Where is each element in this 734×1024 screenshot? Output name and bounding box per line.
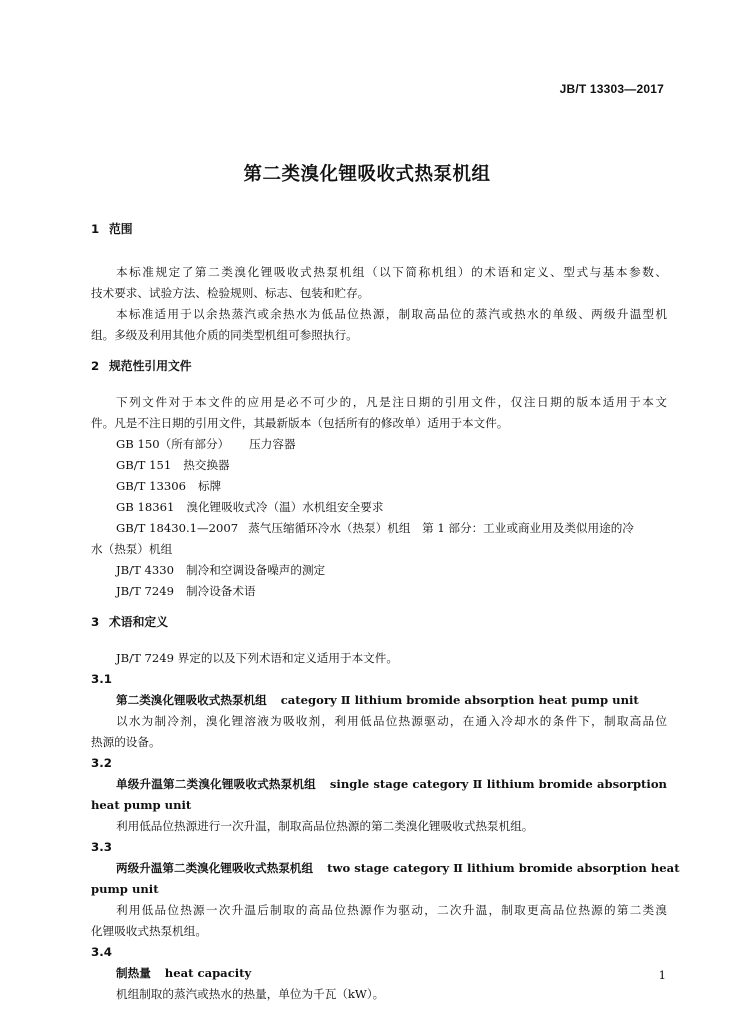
reference-name: 水（热泵）机组 (91, 542, 173, 556)
term-zh: 两级升温第二类溴化锂吸收式热泵机组 (116, 861, 314, 875)
reference-code: GB/T 151 (116, 458, 172, 472)
section-title: 规范性引用文件 (109, 359, 192, 373)
paragraph-line: 本标准适用于以余热蒸汽或余热水为低品位热源，制取高品位的蒸汽或热水的单级、两级升温型机 (116, 307, 667, 321)
paragraph-line: 件。凡是不注日期的引用文件，其最新版本（包括所有的修改单）适用于本文件。 (91, 416, 509, 430)
term-zh: 制热量 (116, 966, 151, 980)
reference-code: GB/T 13306 (116, 479, 186, 493)
paragraph-line: 技术要求、试验方法、检验规则、标志、包装和贮存。 (91, 286, 370, 300)
term-zh: 第二类溴化锂吸收式热泵机组 (116, 693, 267, 707)
definition-line: 机组制取的蒸汽或热水的热量，单位为千瓦（kW）。 (116, 987, 385, 1001)
term-title (116, 690, 639, 711)
definition-line: 热源的设备。 (91, 735, 161, 749)
reference-name: 制冷设备术语 (186, 584, 256, 598)
term-title (116, 963, 251, 984)
page-number: 1 (658, 968, 666, 982)
reference-name: 压力容器 (249, 437, 296, 451)
definition-line: 利用低品位热源一次升温后制取的高品位热源作为驱动，二次升温，制取更高品位热源的第二类溴 (116, 903, 667, 917)
section-heading-2 (91, 356, 192, 377)
reference-name: 制冷和空调设备噪声的测定 (186, 563, 326, 577)
term-en: category Ⅱ lithium bromide absorption heat pump unit (280, 693, 639, 707)
reference-item (116, 560, 325, 581)
term-title (116, 858, 680, 879)
reference-code: JB/T 4330 (116, 563, 174, 577)
term-zh: 单级升温第二类溴化锂吸收式热泵机组 (116, 777, 316, 791)
section-number: 2 (91, 359, 100, 373)
reference-code: GB/T 18430.1—2007 (116, 521, 239, 535)
reference-code: GB 150（所有部分） (116, 437, 230, 451)
term-en: single stage category Ⅱ lithium bromide absorption (329, 777, 667, 791)
paragraph-line: 下列文件对于本文件的应用是必不可少的，凡是注日期的引用文件，仅注日期的版本适用于本文 (116, 395, 667, 409)
reference-name: 热交换器 (183, 458, 230, 472)
section-heading-3 (91, 612, 168, 633)
term-number: 3.1 (91, 672, 112, 686)
reference-code: GB 18361 (116, 500, 175, 514)
paragraph-line: JB/T 7249 界定的以及下列术语和定义适用于本文件。 (116, 651, 398, 665)
section-title: 范围 (109, 222, 133, 236)
term-number: 3.3 (91, 840, 112, 854)
reference-name: 溴化锂吸收式冷（温）水机组安全要求 (186, 500, 384, 514)
term-title-continuation: pump unit (91, 882, 159, 896)
term-title-continuation: heat pump unit (91, 798, 192, 812)
reference-item (116, 434, 296, 455)
term-number: 3.2 (91, 756, 112, 770)
reference-item (116, 518, 667, 539)
standard-number: JB/T 13303—2017 (559, 82, 664, 96)
definition-line: 化锂吸收式热泵机组。 (91, 924, 207, 938)
reference-item-continuation (91, 539, 172, 560)
definition-line: 以水为制冷剂，溴化锂溶液为吸收剂，利用低品位热源驱动，在通入冷却水的条件下，制取高品位 (116, 714, 667, 728)
reference-name: 标牌 (198, 479, 222, 493)
section-number: 1 (91, 222, 100, 236)
definition-line: 利用低品位热源进行一次升温，制取高品位热源的第二类溴化锂吸收式热泵机组。 (116, 819, 534, 833)
reference-code: JB/T 7249 (116, 584, 174, 598)
section-title: 术语和定义 (109, 615, 168, 629)
term-number: 3.4 (91, 945, 112, 959)
term-en: heat capacity (164, 966, 252, 980)
section-number: 3 (91, 615, 100, 629)
term-title (116, 774, 667, 795)
reference-item (116, 455, 230, 476)
section-heading-1 (91, 219, 133, 240)
paragraph-line: 组。多级及利用其他介质的同类型机组可参照执行。 (91, 328, 358, 342)
reference-item (116, 476, 221, 497)
document-title: 第二类溴化锂吸收式热泵机组 (243, 164, 491, 185)
term-en: two stage category Ⅱ lithium bromide absorption heat (327, 861, 680, 875)
reference-item (116, 497, 383, 518)
reference-item (116, 581, 256, 602)
reference-name: 蒸气压缩循环冷水（热泵）机组 第 1 部分：工业或商业用及类似用途的冷 (248, 521, 634, 535)
paragraph-line: 本标准规定了第二类溴化锂吸收式热泵机组（以下简称机组）的术语和定义、型式与基本参数、 (116, 265, 667, 279)
